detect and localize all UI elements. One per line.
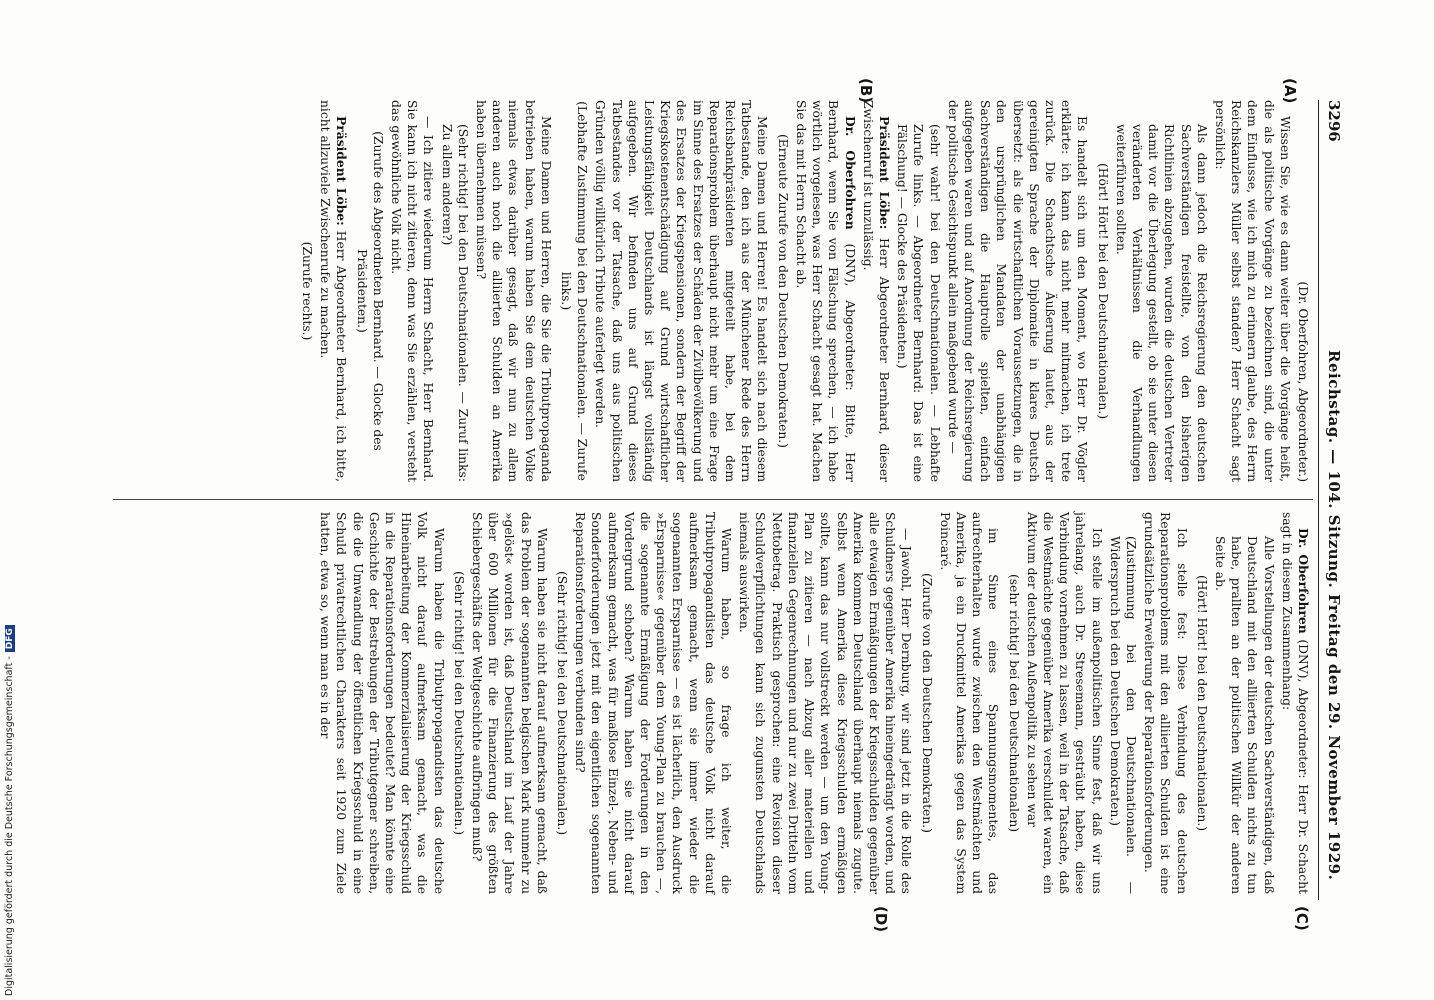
quoted-passage [438, 100, 470, 482]
paragraph-text: (Lebhafte Zustimmung bei den Deutschnationalen. — Zurufe links.) [559, 101, 590, 481]
speaker-paragraph [1279, 512, 1311, 894]
paragraph [473, 100, 554, 482]
paragraph-text: (Zurufe rechts.) [300, 241, 315, 341]
paragraph-text: (DNV), Abgeordneter: Bitte, Herr Bernhard, wenn Sie von Fälschung sprechen, — ich habe wörtlich vorgelesen, was Herr Schacht gesagt hat. Machen Sie das mit Herrn Schacht ab. [793, 100, 857, 482]
interjection [1005, 512, 1021, 894]
paragraph-text: (Sehr richtig! bei den Deutschnationalen.) [555, 570, 570, 836]
interjection [451, 512, 467, 894]
interjection [299, 100, 315, 482]
interjection [775, 100, 791, 482]
margin-mark-c: (C) [1293, 906, 1311, 931]
paragraph-text: Meine Damen und Herren! Es handelt sich nach diesem Tatbestande, den ich aus der Münchener Rede des Herrn Reichsbankpräsidenten mitgeteilt habe, bei dem Reparationsproblem überhaupt nicht mehr um eine Frage im Sinne des Ersatzes der Schäden der Zivilbevölkerung und des Ersatzes der Kriegspensionen, sondern der Begriff der Kriegskostenentschädigung auf Grund wirtschaftlicher Leistungsfähigkeit Deutschlands ist längst vollständig aufgegeben. Wir befinden uns auf Grund dieses Tatbestandes vor der Tatsache, daß uns aus politischen Gründen völlig willkürlich Tribute auferlegt werden. [593, 100, 770, 482]
interjection [918, 512, 934, 894]
quoted-passage [1107, 512, 1139, 894]
quoted-passage [1212, 512, 1277, 894]
paragraph-text: Es handelt sich um den Moment, wo Herr Dr. Vögler erklärte: ich kann das nicht mehr mitmachen, ich trete zurück. Die Schachtsche Äußerung lautet, aus der gereinigten Sprache der Diplomatie in klares Deutsch übersetzt: als die wirtschaftlichen Voraussetzungen, die in den ursprünglichen Mandaten der unabhängigen Sachverständigen die Hauptrolle spielten, einfach aufgegeben waren und auf Anordnung der Reichsregierung der politische Gesichtspunkt allein maßgebend wurde — [945, 100, 1090, 482]
paragraph-text: Ich stelle fest: Diese Verbindung des deutschen Reparationsproblems mit den alliierten Schulden ist eine grundsätzliche Erweiterung der Reparationsforderungen. [1142, 512, 1189, 894]
paragraph [388, 100, 437, 482]
paragraph-text: (Hört! Hört! bei den Deutschnationalen.) [1194, 574, 1209, 832]
paragraph-text: (Sehr richtig! bei den Deutschnationalen.) [451, 570, 466, 836]
digitization-credit-text: Digitalisierung gefördert durch die Deutsche Forschungsgemeinschaft - [4, 656, 15, 996]
paragraph-text: (Erneute Zurufe von den Deutschen Demokraten.) [775, 134, 790, 448]
dfg-logo: DFG [5, 625, 15, 652]
speaker-paragraph [860, 100, 892, 482]
paragraph-text: (sehr wahr! bei den Deutschnationalen. — Lebhafte Zurufe links. — Abgeordneter Bernhard: Das ist eine Fälschung! — Glocke des Präsidenten.) [895, 124, 942, 482]
interjection [558, 100, 590, 482]
paragraph [317, 512, 447, 894]
paragraph-text: — Jawohl, Herr Dernburg, wir sind jetzt in die Rolle des Schuldners gegenüber Amerika hineingedrängt worden, und alle etwaigen Ermäßigungen der Kriegsschulden gegenüber Amerika kommen Deutschland überhaupt niemals zugute. Selbst wenn Amerika diese Kriegsschulden ermäßigen sollte, kann das nur vollstreckt werden — um den Young-Plan zu zitieren — nach Abzug aller materiellen und finanziellen Gegenrechnungen und nur zu zwei Dritteln vom Nettobetrag. Praktisch gesprochen: eine Revision dieser Schuldverpflichtungen kann sich zugunsten Deutschlands niemals auswirken. [737, 512, 914, 894]
quoted-passage [1113, 100, 1210, 482]
right-text-column [315, 512, 1311, 894]
speaker-name: Dr. Oberfohren [1296, 528, 1311, 634]
paragraph [1141, 512, 1190, 894]
page-title: Reichstag. — 104. Sitzung. Freitag den 29. November 1929. [1325, 350, 1343, 881]
paragraph-text: Alle Vorstellungen der deutschen Sachverständigen, daß Deutschland mit den alliierten Schulden nichts zu tun habe, prallten an der politischen Willkür der anderen Seite ab. [1212, 536, 1276, 894]
paragraph-text: Als dann jedoch die Reichsregierung den deutschen Sachverständigen freistellte, von den bisherigen Richtlinien abzugehen, wurden die deutschen Vertreter damit vor die Überlegung gestellt, ob sie unter diesen veränderten Verhältnissen die Verhandlungen weiterführen sollten. [1113, 124, 1209, 482]
interjection [353, 100, 385, 482]
paragraph [736, 512, 914, 894]
paragraph [937, 512, 1002, 894]
paragraph-text: (Zustimmung bei den Deutschnationalen. — Widerspruch bei den Deutschen Demokraten.) [1107, 536, 1138, 894]
paragraph-text: Warum haben sie nicht darauf aufmerksam gemacht, daß das Problem der sogenannten belgischen Mark nunmehr zu »gelöst« worden ist, daß Deutschland im Lauf der Jahre über 600 Millionen für die Finanzierung des größten Schiebergeschäfts der Weltgeschichte aufbringen muß? [470, 512, 549, 894]
paragraph-text: (Hört! Hört! bei den Deutschnationalen.) [1095, 162, 1110, 420]
paragraph-text: Wissen Sie, wie es dann weiter über die Vorgänge heißt, die als politische Vorgänge zu bezeichnen sind, die unter dem Einflusse, wie ich mich zu erinnern glaube, des Herrn Reichskanzlers Müller selbst standen? Herr Schacht sagt persönlich: [1212, 100, 1292, 482]
paragraph-text: (sehr richtig! bei den Deutschnationalen) [1006, 573, 1021, 833]
page-number: 3296 [1325, 100, 1343, 142]
paragraph [469, 512, 550, 894]
paragraph-text: Meine Damen und Herren, die Sie die Tributpropaganda betrieben haben, warum haben Sie dem deutschen Volke niemals etwas darüber gesagt, daß wir nun zu allem anderen auch noch die alliierten Schulden an Amerika haben übernehmen müssen? [474, 100, 553, 482]
margin-mark-a: (A) [1281, 78, 1299, 104]
paragraph [1024, 512, 1105, 894]
paragraph-text: Herr Abgeordneter Bernhard, dieser Zwischenruf ist unzulässig. [860, 100, 891, 483]
paragraph [1212, 100, 1293, 482]
paragraph-text: (Zurufe von den Deutschen Demokraten.) [919, 573, 934, 833]
paragraph-text: Warum haben die Tributpropagandisten das deutsche Volk nicht darauf aufmerksam gemacht, was die Hineinarbeitung der Kommerzialisierung der Kriegsschuld in die Reparationsforderungen bedeutet? Man könnte eine Geschichte der Bestrebungen der Tributgegner schreiben, die die Umwandlung der öffentlichen Kriegsschuld in eine Schuld privatrechtlichen Charakters seit 1920 zum Ziele hatten, etwa so, wenn man es in der [318, 512, 446, 894]
paragraph-text: (Dr. Oberfohren, Abgeordneter.) [1296, 281, 1310, 482]
rotated-document-page [105, 78, 1345, 933]
speaker-paragraph [317, 100, 349, 482]
paragraph [572, 512, 734, 894]
paragraph-text: Warum haben, so frage ich weiter, die Tributpropagandisten das deutsche Volk nicht darauf aufmerksam gemacht, wenn sie immer wieder die sogenannten Ersparnisse — es ist lächerlich, den Ausdruck »Ersparnisse« gegenüber dem Young-Plan zu brauchen —, die sogenannte Ermäßigung der Forderungen in den Vordergrund schoben? Warum haben sie nicht darauf aufmerksam gemacht, was für maßlose Einzel-, Neben- und Sonderforderungen jetzt mit den eigentlichen sogenannten Reparationsforderungen verbunden sind? [573, 512, 734, 894]
paragraph [1295, 100, 1311, 482]
left-text-column [295, 100, 1311, 482]
speaker-name: Präsident Löbe: [876, 116, 892, 230]
digitization-credit [4, 625, 15, 996]
speaker-name: Dr. Oberfohren [842, 116, 858, 230]
interjection [1094, 100, 1110, 482]
paragraph-text: Ich stelle im außenpolitischen Sinne fest, daß wir uns jahrelang, auch Dr. Stresemann, gesträubt haben, diese Verbindung vornehmen zu lassen, weil in der Tatsache, daß die Westmächte gegenüber Amerika verschuldet waren, ein Aktivum der deutschen Außenpolitik zu sehen war [1024, 512, 1104, 894]
paragraph [945, 100, 1091, 482]
paragraph [592, 100, 770, 482]
paragraph-text: (Sehr richtig! bei den Deutschnationalen. — Zuruf links: Zu allem anderen?) [439, 124, 470, 482]
interjection [1194, 512, 1210, 894]
margin-mark-d: (D) [872, 906, 890, 933]
quoted-passage [894, 100, 943, 482]
interjection [554, 512, 570, 894]
paragraph-text: — Ich zitiere wiederum Herrn Schacht, Herr Bernhard. Sie kann ich nicht zitieren, denn was Sie erzählen, versteht das gewöhnliche Volk nicht. [389, 100, 436, 482]
column-divider [113, 499, 1313, 500]
paragraph-text: (Zurufe des Abgeordneten Bernhard. — Glocke des Präsidenten.) [354, 131, 385, 451]
page-header [1318, 100, 1345, 900]
margin-mark-b: (B) [857, 78, 875, 104]
paragraph-text: Herr Abgeordneter Bernhard, ich bitte, nicht allzuviele Zwischenrufe zu machen. [318, 100, 349, 482]
paragraph-text: im Sinne eines Spannungsmomentes, das aufrechterhalten wurde zwischen den Westmächten und Amerika, ja ein Druckmittel Amerikas gegen das System Poincaré. [937, 512, 1001, 894]
speaker-paragraph [793, 100, 858, 482]
paragraph-text: (DNV), Abgeordneter: Herr Dr. Schacht sagt in diesem Zusammenhang: [1279, 512, 1310, 894]
speaker-name: Präsident Löbe: [334, 116, 350, 226]
